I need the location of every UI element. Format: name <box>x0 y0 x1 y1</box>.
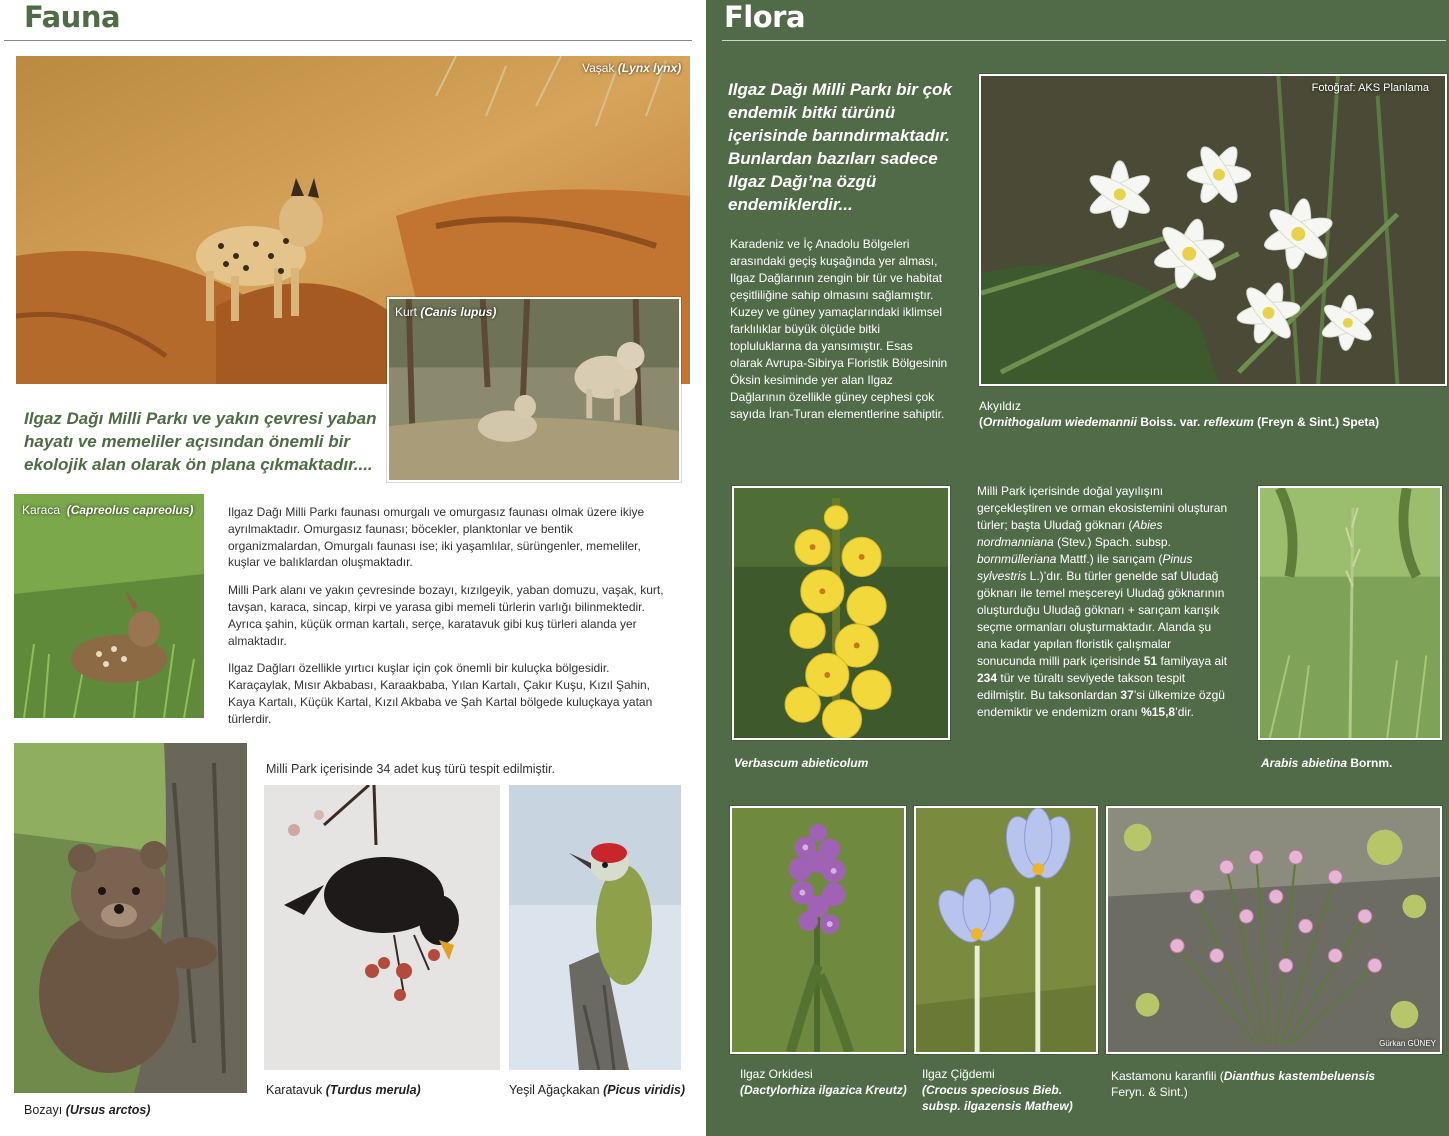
lynx-caption: Vaşak (Lynx lynx) <box>582 61 682 75</box>
bear-photo <box>14 743 247 1093</box>
fauna-body <box>228 504 668 739</box>
flora-lead: Ilgaz Dağı Milli Parkı bir çok endemik bitki türünü içerisinde barındırmaktadır. Bunlardan bazıları sadece Ilgaz Dağı’na özgü endemiklerdir... <box>728 80 952 214</box>
flora-intro: Karadeniz ve İç Anadolu Bölgeleri arasındaki geçiş kuşağında yer alması, Ilgaz Dağlarının zengin bir tür ve habitat çeşitliliğine sahip olmasını sağlamıştır. Kuzey ve güney yamaçlarındaki iklimsel farklılıklar büyük ölçüde bitki topluluklarına da yansımıştır. Esas olarak Avrupa-Sibirya Floristik Bölgesinin Öksin kesiminde yer alan Ilgaz Dağlarının özellikle güney cephesi çok sayıda İran-Turan elementlerine sahiptir. <box>730 237 948 421</box>
roe-deer-photo <box>14 494 204 718</box>
fauna-paragraph: Milli Park alanı ve yakın çevresinde bozayı, kızılgeyik, yaban domuzu, vaşak, kurt, tavşan, karaca, sincap, kirpi ve yarasa gibi memeli türlerin varlığı bilinmektedir. Ayrıca şahin, küçük orman kartalı, serçe, karatavuk gibi kuş türleri alanda yer almaktadır. <box>228 583 664 648</box>
arabis-photo <box>1258 486 1442 740</box>
fauna-paragraph: Ilgaz Dağı Milli Parkı faunası omurgalı ve omurgasız faunası olmak üzere ikiye ayrılmaktadır. Omurgasız faunası; böcekler, planktonlar ve bentik organizmalardan, Omurgalı faunası ise; iki yaşamlılar, sürüngenler, memeliler, kuşlar ve balıklardan oluşmaktadır. <box>228 505 645 570</box>
roe-deer-caption: Karaca (Capreolus capreolus) <box>22 503 194 517</box>
woodpecker-photo <box>509 785 681 1070</box>
fauna-paragraph: Ilgaz Dağları özellikle yırtıcı kuşlar için çok önemli bir kuluçka bölgesidir. Karaçaylak, Mısır Akbabası, Karaakbaba, Yılan Kartalı, Çakır Kuşu, Kızıl Şahin, Kaya Kartalı, Küçük Kartal, Kızıl Akbaba ve Şah Kartal bölgede kuluçkaya yatan türlerdir. <box>228 661 653 726</box>
fauna-title-rule <box>4 40 692 41</box>
orchid-caption: Ilgaz Orkidesi (Dactylorhiza ilgazica Kreutz) <box>740 1067 907 1097</box>
fauna-lead: Ilgaz Dağı Milli Parkı ve yakın çevresi yaban hayatı ve memeliler açısından önemli bir ekolojik alan olarak ön plana çıkmaktadır.... <box>24 409 377 474</box>
carnation-photo <box>1106 806 1442 1054</box>
flora-title: Flora <box>724 0 806 34</box>
verbascum-caption: Verbascum abieticolum <box>734 756 869 770</box>
fauna-title: Fauna <box>24 0 121 34</box>
carnation-caption: Kastamonu karanfili (Dianthus kastembeluensis Feryn. & Sint.) <box>1111 1069 1376 1099</box>
blackbird-caption: Karatavuk (Turdus merula) <box>266 1083 421 1097</box>
wolf-photo <box>387 297 681 482</box>
akyildiz-caption: Akyıldız (Ornithogalum wiedemannii Boiss. var. reflexum (Freyn & Sint.) Speta) <box>979 399 1380 429</box>
bear-caption: Bozayı (Ursus arctos) <box>24 1103 151 1117</box>
carnation-watermark: Gürkan GÜNEY <box>1379 1039 1436 1048</box>
crocus-caption: Ilgaz Çiğdemi (Crocus speciosus Bieb. subsp. ilgazensis Mathew) <box>922 1067 1073 1113</box>
arabis-caption: Arabis abietina Bornm. <box>1261 756 1393 770</box>
orchid-photo <box>730 806 906 1054</box>
woodpecker-caption: Yeşil Ağaçkakan (Picus viridis) <box>509 1083 686 1097</box>
verbascum-photo <box>732 486 950 740</box>
blackbird-photo <box>264 785 500 1070</box>
wolf-caption: Kurt (Canis lupus) <box>395 305 497 319</box>
akyildiz-photo <box>979 74 1447 386</box>
crocus-photo <box>914 806 1098 1054</box>
bird-note: Milli Park içerisinde 34 adet kuş türü tespit edilmiştir. <box>266 762 556 776</box>
photo-credit: Fotoğraf: AKS Planlama <box>1311 82 1429 94</box>
flora-title-rule <box>722 40 1446 41</box>
flora-forest-text: Milli Park içerisinde doğal yayılışını gerçekleştiren ve orman ekosistemini oluşturan türler; başta Uludağ göknarı (Abies nordmanniana (Stev.) Spach. subsp. bornmülleriana Mattf.) ile sarıçam (Pinus sylvestris L.)’dır. Bu türler genelde saf Uludağ göknarı ile temel meşcereyi Uludağ göknarının oluşturduğu Uludağ göknarı + sarıçam karışık seçme ormanları oluşturmaktadır. Alanda şu ana kadar yapılan floristik çalışmalar sonucunda milli park içerisinde 51 familyaya ait 234 tür ve türaltı seviyede takson tespit edilmiştir. Bu taksonlardan 37’si ülkemize özgü endemiktir ve endemizm oranı %15,8’dir. <box>977 484 1228 719</box>
